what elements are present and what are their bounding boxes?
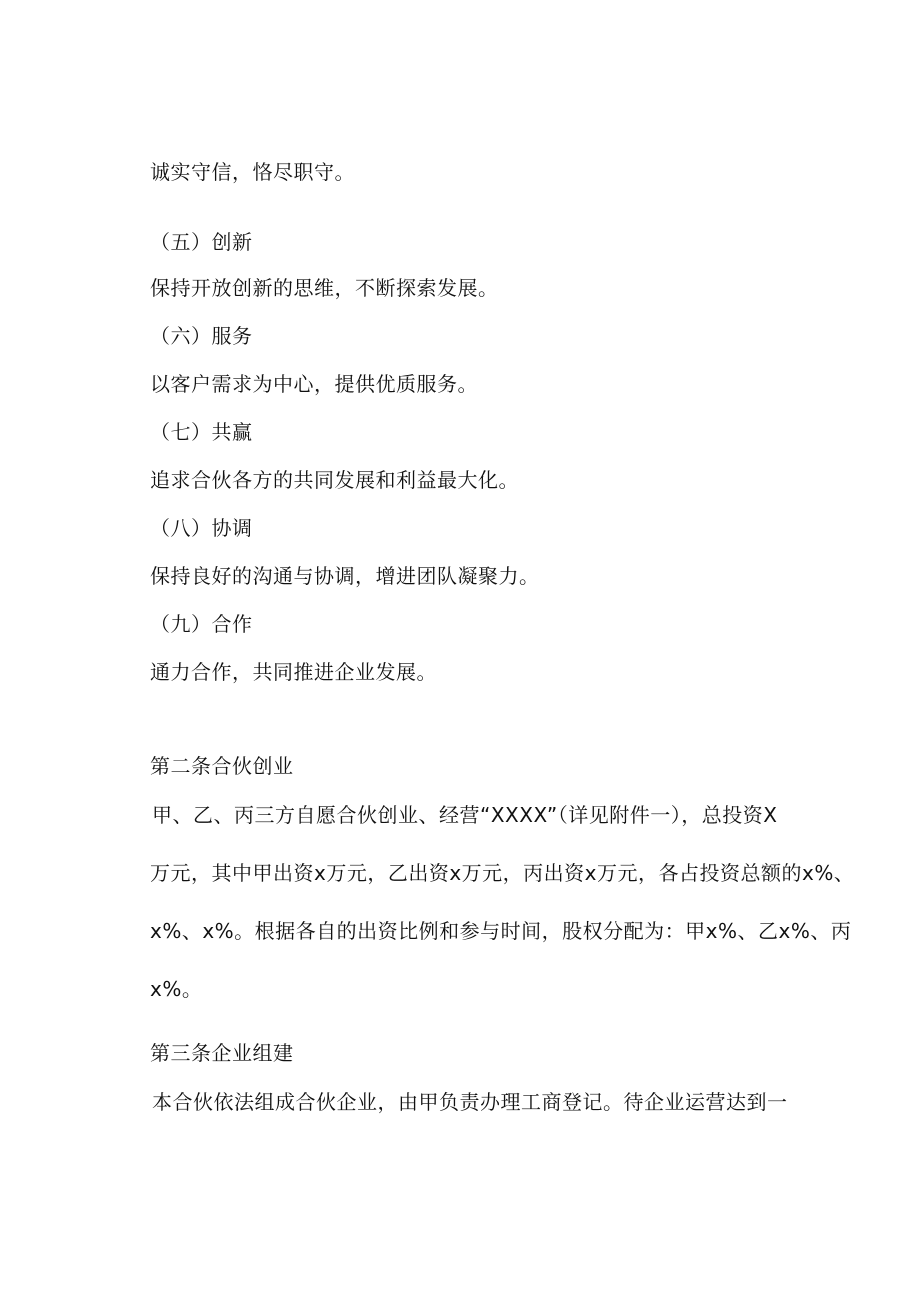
article3-heading: 第三条企业组建 (150, 1041, 294, 1065)
article2-row-3: x%、x%。根据各自的出资比例和参与时间，股权分配为：甲x%、乙x%、丙 (150, 919, 852, 943)
text-line-coordination: 保持良好的沟通与协调，增进团队凝聚力。 (150, 564, 540, 588)
heading-cooperation: （九）合作 (150, 612, 253, 636)
text-line-innovation: 保持开放创新的思维，不断探索发展。 (150, 276, 499, 300)
text-line-cooperation: 通力合作，共同推进企业发展。 (150, 660, 437, 684)
heading-service: （六）服务 (150, 324, 253, 348)
heading-win-win: （七）共赢 (150, 420, 253, 444)
heading-innovation: （五）创新 (150, 230, 253, 254)
text-line-integrity: 诚实守信，恪尽职守。 (150, 160, 355, 184)
article2-heading: 第二条合伙创业 (150, 754, 294, 778)
heading-coordination: （八）协调 (150, 516, 253, 540)
article3-paragraph (150, 1088, 820, 1146)
article2-paragraph (150, 801, 855, 1033)
article2-row-4: x%。 (150, 977, 203, 1001)
text-line-win-win: 追求合伙各方的共同发展和利益最大化。 (150, 468, 519, 492)
article2-row-1: 甲、乙、丙三方自愿合伙创业、经营“XXXX”（详见附件一），总投资X (152, 803, 778, 827)
article3-row-1: 本合伙依法组成合伙企业，由甲负责办理工商登记。待企业运营达到一 (152, 1090, 788, 1114)
text-line-service: 以客户需求为中心，提供优质服务。 (150, 372, 478, 396)
article2-row-2: 万元，其中甲出资x万元，乙出资x万元，丙出资x万元，各占投资总额的x%、 (150, 861, 855, 885)
